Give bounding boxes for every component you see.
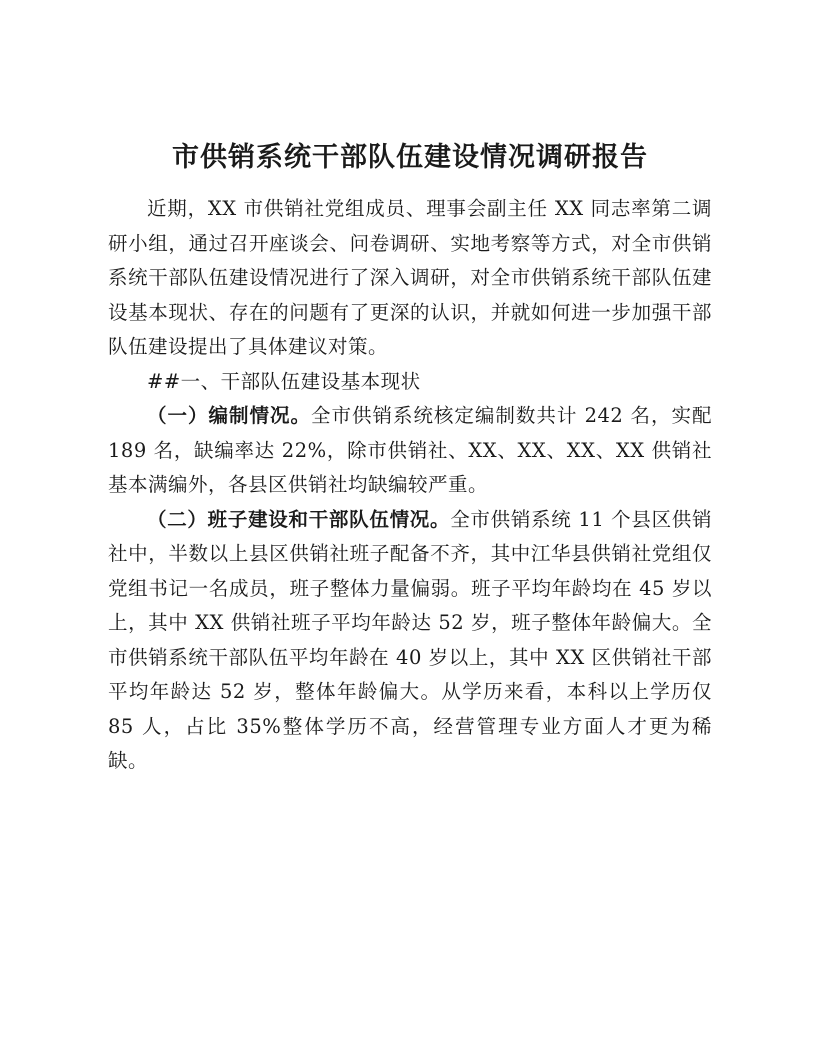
item-lead-2: （二）班子建设和干部队伍情况。	[147, 507, 451, 531]
item-paragraph-1	[108, 399, 712, 503]
item-body-1: 全市供销系统核定编制数共计 242 名，实配 189 名，缺编率达 22%，除市供销社、XX、XX、XX、XX 供销社基本满编外，各县区供销社均缺编较严重。	[108, 404, 712, 496]
intro-paragraph: 近期，XX 市供销社党组成员、理事会副主任 XX 同志率第二调研小组，通过召开座谈会、问卷调研、实地考察等方式，对全市供销系统干部队伍建设情况进行了深入调研，对全市供销系统干部队伍建设基本现状、存在的问题有了更深的认识，并就如何进一步加强干部队伍建设提出了具体建议对策。	[108, 197, 712, 358]
document-title: 市供销系统干部队伍建设情况调研报告	[172, 142, 648, 173]
document-page	[108, 138, 712, 779]
item-lead-1: （一）编制情况。	[147, 404, 311, 427]
item-paragraph-2	[108, 503, 712, 779]
item-body-2: 全市供销系统 11 个县区供销社中，半数以上县区供销社班子配备不齐，其中江华县供销社党组仅党组书记一名成员，班子整体力量偏弱。班子平均年龄均在 45 岁以上，其中 XX 供销社班子平均年龄达 52 岁，班子整体年龄偏大。全市供销系统干部队伍平均年龄在 40 岁以上，其中 XX 区供销社干部平均年龄达 52 岁，整体年龄偏大。从学历来看，本科以上学历仅 85 人，占比 35%整体学历不高，经营管理专业方面人才更为稀缺。	[108, 507, 712, 772]
section-heading-1: ##一、干部队伍建设基本现状	[147, 369, 421, 393]
